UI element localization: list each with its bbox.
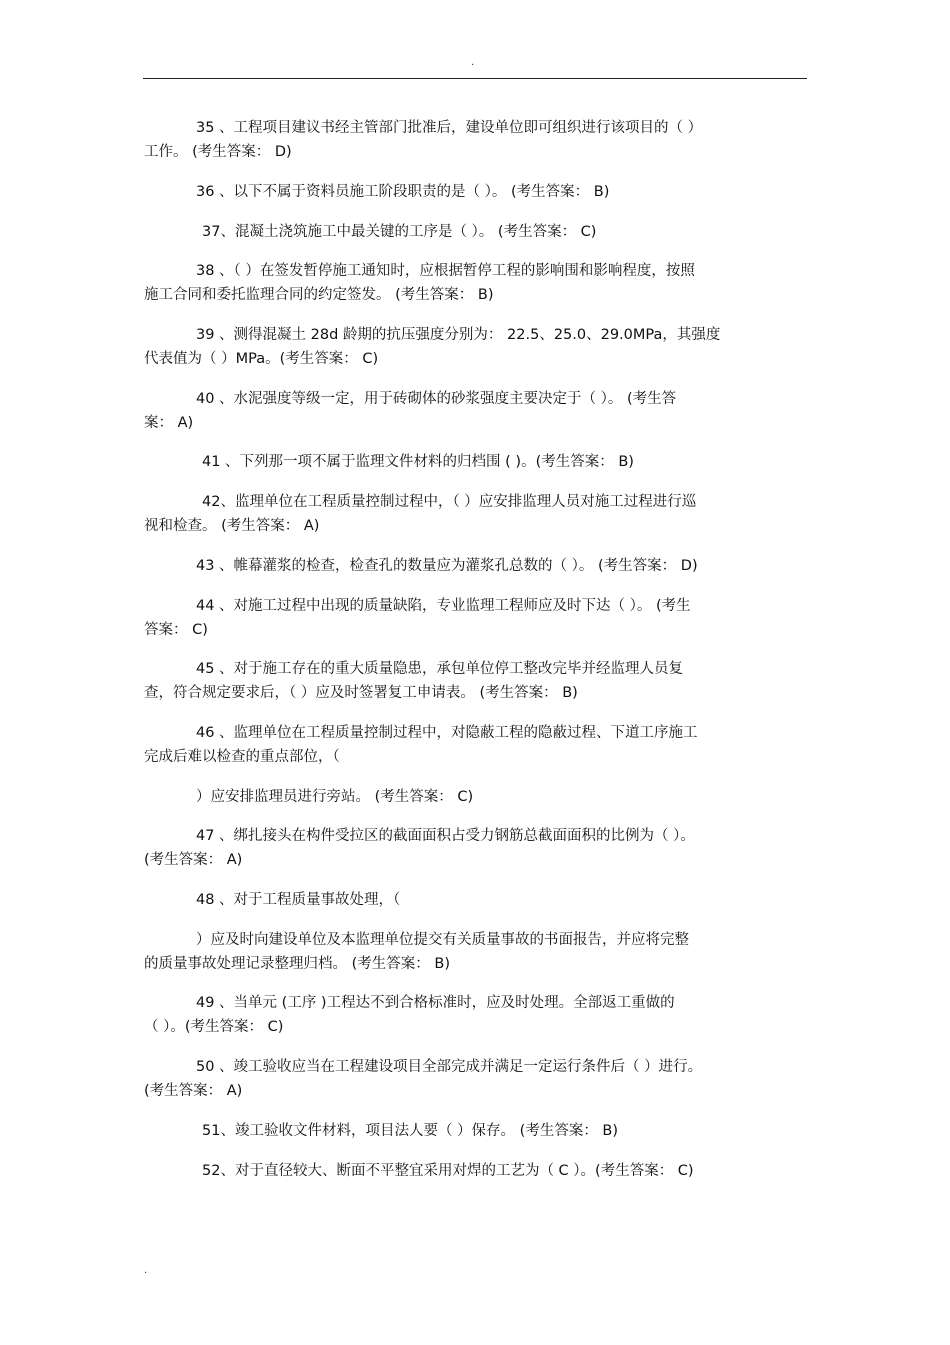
question-line: 38 、（ ）在签发暂停施工通知时，应根据暂停工程的影响围和影响程度，按照 [196, 263, 695, 279]
question-46 [144, 721, 804, 769]
question-48 [144, 888, 804, 912]
footer-mark: . [144, 1265, 148, 1276]
question-line: 工作。 (考生答案： D) [144, 144, 292, 160]
question-line: 代表值为（ ）MPa。(考生答案： C) [144, 351, 379, 367]
question-line: 的质量事故处理记录整理归档。 (考生答案： B) [144, 956, 450, 972]
question-line: 35 、工程项目建议书经主管部门批准后，建设单位即可组织进行该项目的（ ） [196, 120, 703, 136]
question-43 [144, 554, 804, 578]
question-35 [144, 116, 804, 164]
question-46-continued [144, 785, 804, 809]
question-48-continued [144, 928, 804, 976]
question-line: 36 、以下不属于资料员施工阶段职责的是（ ）。 (考生答案： B) [196, 184, 610, 200]
question-line: 41 、下列那一项不属于监理文件材料的归档围 ( )。(考生答案： B) [202, 454, 634, 470]
question-line: 42、监理单位在工程质量控制过程中，（ ）应安排监理人员对施工过程进行巡 [202, 494, 697, 510]
question-45 [144, 657, 804, 705]
header-rule [143, 78, 807, 79]
question-line: 44 、对施工过程中出现的质量缺陷，专业监理工程师应及时下达（ ）。 (考生 [196, 598, 691, 614]
question-line: 49 、当单元 (工序 )工程达不到合格标准时，应及时处理。全部返工重做的 [196, 995, 675, 1011]
question-line: 案： A) [144, 415, 194, 431]
question-44 [144, 594, 804, 642]
question-line: 46 、监理单位在工程质量控制过程中，对隐蔽工程的隐蔽过程、下道工序施工 [196, 725, 698, 741]
question-line: 视和检查。 (考生答案： A) [144, 518, 320, 534]
question-line: 51、竣工验收文件材料，项目法人要（ ）保存。 (考生答案： B) [202, 1123, 619, 1139]
question-38 [144, 259, 804, 307]
question-line: 40 、水泥强度等级一定，用于砖砌体的砂浆强度主要决定于（ ）。 (考生答 [196, 391, 677, 407]
question-line: 37、混凝土浇筑施工中最关键的工序是（ ）。 (考生答案： C) [202, 224, 597, 240]
question-line: 施工合同和委托监理合同的约定签发。 (考生答案： B) [144, 287, 494, 303]
question-line: 52、对于直径较大、断面不平整宜采用对焊的工艺为（ C ）。(考生答案： C) [202, 1163, 694, 1179]
question-line: 48 、对于工程质量事故处理，（ [196, 892, 401, 908]
question-line: 完成后难以检查的重点部位，（ [144, 749, 340, 765]
question-line: 47 、绑扎接头在构件受拉区的截面面积占受力钢筋总截面面积的比例为（ ）。 [196, 828, 695, 844]
question-line: （ ）。(考生答案： C) [144, 1019, 284, 1035]
question-51 [144, 1119, 804, 1143]
question-line: (考生答案： A) [144, 852, 243, 868]
header-mark: . [471, 57, 475, 68]
question-line: ）应及时向建设单位及本监理单位提交有关质量事故的书面报告，并应将完整 [196, 932, 689, 948]
question-49 [144, 991, 804, 1039]
question-39 [144, 323, 804, 371]
question-40 [144, 387, 804, 435]
question-50 [144, 1055, 804, 1103]
question-47 [144, 824, 804, 872]
question-line: ）应安排监理员进行旁站。 (考生答案： C) [196, 789, 474, 805]
question-line: 43 、帷幕灌浆的检查，检查孔的数量应为灌浆孔总数的（ ）。 (考生答案： D) [196, 558, 698, 574]
question-42 [144, 490, 804, 538]
question-line: 39 、测得混凝土 28d 龄期的抗压强度分别为： 22.5、25.0、29.0MPa，其强度 [196, 327, 721, 343]
question-41 [144, 450, 804, 474]
question-line: (考生答案： A) [144, 1083, 243, 1099]
question-line: 45 、对于施工存在的重大质量隐患，承包单位停工整改完毕并经监理人员复 [196, 661, 684, 677]
question-37 [144, 220, 804, 244]
question-52 [144, 1159, 804, 1183]
question-line: 50 、竣工验收应当在工程建设项目全部完成并满足一定运行条件后（ ）进行。 [196, 1059, 703, 1075]
question-line: 查，符合规定要求后，（ ）应及时签署复工申请表。 (考生答案： B) [144, 685, 578, 701]
question-36 [144, 180, 804, 204]
question-line: 答案： C) [144, 622, 208, 638]
